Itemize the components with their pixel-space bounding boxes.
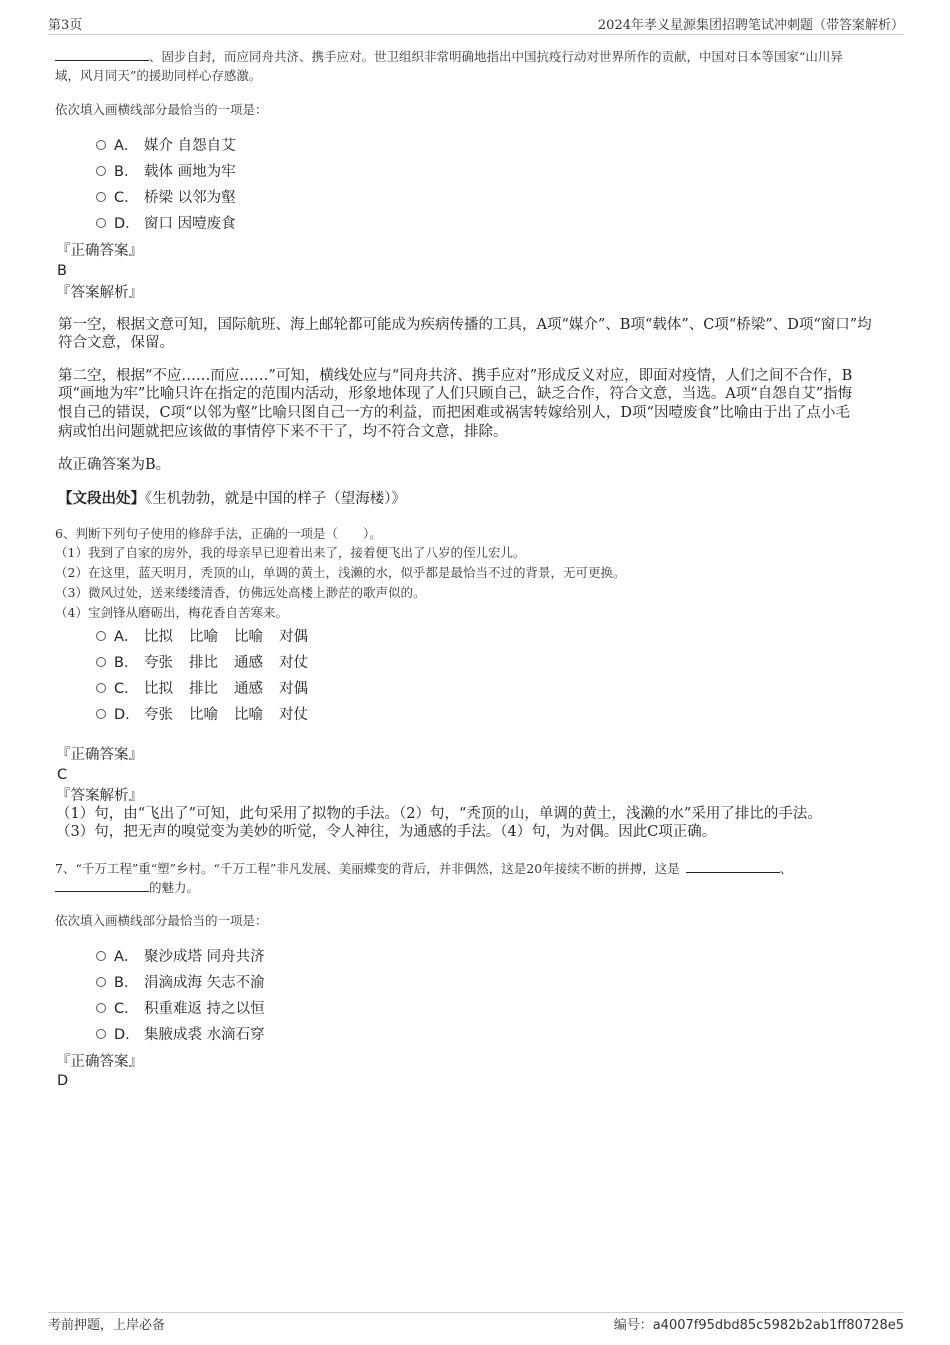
q7-option-d[interactable]: D． 集腋成裘 水滴石穿: [96, 1025, 265, 1045]
q5-stem-line2: 域，风月同天”的援助同样心存感激。: [55, 68, 262, 83]
radio-icon[interactable]: [96, 1029, 106, 1039]
radio-icon[interactable]: [96, 951, 106, 961]
q7-answer: D: [57, 1073, 69, 1089]
radio-icon[interactable]: [96, 166, 106, 176]
q6-analysis-line1: （1）句，由“飞出了”可知，此句采用了拟物的手法。（2）句，“秃顶的山，单调的黄土，浅濑的水”采用了排比的手法。: [56, 806, 822, 822]
footer-divider: [48, 1312, 904, 1313]
source-text: 《生机勃勃，就是中国的样子（望海楼）》: [145, 491, 406, 507]
q5-answer-label: 『正确答案』: [56, 243, 143, 259]
q5-answer: B: [57, 263, 67, 279]
q5-option-b[interactable]: B． 载体 画地为牢: [96, 162, 236, 182]
q6-answer: C: [57, 767, 68, 783]
fill-blank: [686, 858, 780, 873]
q6-analysis-label: 『答案解析』: [56, 788, 143, 804]
q7-option-a[interactable]: A． 聚沙成塔 同舟共济: [96, 947, 265, 967]
q5-source: [58, 489, 406, 509]
radio-icon[interactable]: [96, 709, 106, 719]
q6-answer-label: 『正确答案』: [56, 747, 143, 763]
q6-analysis-line2: （3）句，把无声的嗅觉变为美妙的听觉，令人神往，为通感的手法。（4）句，为对偶。因此C项正确。: [56, 824, 717, 840]
q6-option-b[interactable]: B． 夸张 排比 通感 对仗: [96, 653, 308, 673]
q6-sentence-4: （4）宝剑锋从磨砺出，梅花香自苦寒来。: [55, 605, 288, 620]
q7-option-c[interactable]: C． 积重难返 持之以恒: [96, 999, 265, 1019]
q5-analysis-p2-l4: 病或怕出问题就把应该做的事情停下来不干了，均不符合文意，排除。: [58, 424, 508, 440]
radio-icon[interactable]: [96, 140, 106, 150]
radio-icon[interactable]: [96, 683, 106, 693]
q5-analysis-p1-l2: 符合文意，保留。: [58, 335, 174, 351]
radio-icon[interactable]: [96, 1003, 106, 1013]
q6-option-c[interactable]: C． 比拟 排比 通感 对偶: [96, 679, 308, 699]
q5-analysis-p1-l1: 第一空，根据文意可知，国际航班、海上邮轮都可能成为疾病传播的工具，A项“媒介”、B项“载体”、C项“桥梁”、D项“窗口”均: [58, 317, 872, 333]
q6-sentence-3: （3）微风过处，送来缕缕清香，仿佛远处高楼上渺茫的歌声似的。: [55, 585, 426, 600]
q6-sentence-2: （2）在这里，蓝天明月，秃顶的山，单调的黄土，浅濑的水，似乎都是最恰当不过的背景，无可更换。: [55, 565, 626, 580]
radio-icon[interactable]: [96, 631, 106, 641]
fill-blank: [55, 877, 149, 892]
q6-option-a[interactable]: A． 比拟 比喻 比喻 对偶: [96, 627, 308, 647]
document-title: 2024年孝义星源集团招聘笔试冲刺题（带答案解析）: [597, 18, 904, 33]
radio-icon[interactable]: [96, 977, 106, 987]
radio-icon[interactable]: [96, 218, 106, 228]
q5-conclusion: 故正确答案为B。: [58, 457, 171, 473]
q5-analysis-label: 『答案解析』: [56, 285, 143, 301]
q6-sentence-1: （1）我到了自家的房外，我的母亲早已迎着出来了，接着便飞出了八岁的侄儿宏儿。: [55, 545, 526, 560]
q7-answer-label: 『正确答案』: [56, 1054, 143, 1070]
page-number: 第3页: [48, 18, 83, 33]
radio-icon[interactable]: [96, 657, 106, 667]
q5-prompt: 依次填入画横线部分最恰当的一项是：: [55, 102, 268, 117]
q6-stem: 6、判断下列句子使用的修辞手法，正确的一项是（ ）。: [55, 526, 382, 541]
q5-analysis-p2-l3: 恨自己的错误，C项“以邻为壑”比喻只图自己一方的利益，而把困难或祸害转嫁给别人，D项“因噎废食”比喻由于出了点小毛: [58, 405, 850, 421]
radio-icon[interactable]: [96, 192, 106, 202]
q5-stem-line1: 、固步自封，而应同舟共济、携手应对。世卫组织非常明确地指出中国抗疫行动对世界所作的贡献，中国对日本等国家“山川异: [55, 46, 843, 67]
footer-slogan: 考前押题，上岸必备: [48, 1318, 166, 1333]
q7-stem-line1: 7、“千万工程”重“塑”乡村。“千万工程”非凡发展、美丽蝶变的背后，并非偶然，这是20年接续不断的拼搏，这是 、: [55, 858, 792, 879]
q5-option-a[interactable]: A． 媒介 自怨自艾: [96, 136, 236, 156]
q7-stem-line2: 的魅力。: [55, 877, 199, 898]
fill-blank: [55, 46, 149, 61]
q5-option-c[interactable]: C． 桥梁 以邻为壑: [96, 188, 236, 208]
q5-analysis-p2-l2: 项“画地为牢”比喻只许在指定的范围内活动，形象地体现了人们只顾自己，缺乏合作，符合文意，当选。A项“自怨自艾”指悔: [58, 386, 853, 402]
q6-option-d[interactable]: D． 夸张 比喻 比喻 对仗: [96, 705, 308, 725]
q7-prompt: 依次填入画横线部分最恰当的一项是：: [55, 913, 268, 928]
q7-option-b[interactable]: B． 涓滴成海 矢志不渝: [96, 973, 265, 993]
q5-analysis-p2-l1: 第二空，根据“不应……而应……”可知，横线处应与“同舟共济、携手应对”形成反义对应，即面对疫情，人们之间不合作，B: [58, 368, 853, 384]
q5-option-d[interactable]: D． 窗口 因噎废食: [96, 214, 236, 234]
footer-code: 编号：a4007f95dbd85c5982b2ab1ff80728e5: [613, 1318, 904, 1333]
header-divider: [48, 34, 904, 35]
source-label: 【文段出处】: [58, 490, 145, 507]
